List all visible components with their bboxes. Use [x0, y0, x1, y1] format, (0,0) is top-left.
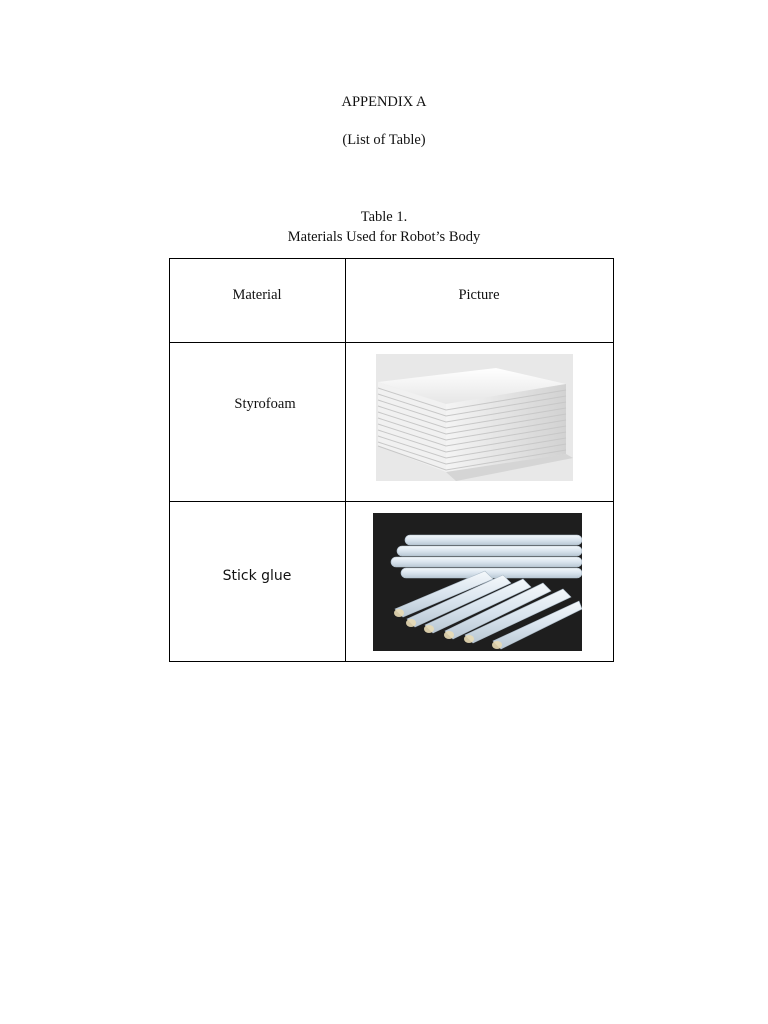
row-divider — [170, 342, 613, 343]
appendix-title: APPENDIX A — [341, 94, 427, 110]
styrofoam-image — [376, 354, 573, 481]
header-picture: Picture — [458, 287, 500, 303]
materials-table — [169, 258, 614, 662]
header-material: Material — [232, 287, 282, 303]
row-divider — [170, 501, 613, 502]
table-row-material-styrofoam: Styrofoam — [234, 396, 296, 412]
appendix-subtitle: (List of Table) — [342, 132, 426, 148]
table-row-material-stick-glue: Stick glue — [222, 568, 292, 584]
table-number: Table 1. — [360, 209, 408, 225]
glue-sticks-image — [373, 513, 582, 651]
table-caption: Materials Used for Robot’s Body — [287, 229, 481, 245]
column-divider — [345, 259, 346, 661]
